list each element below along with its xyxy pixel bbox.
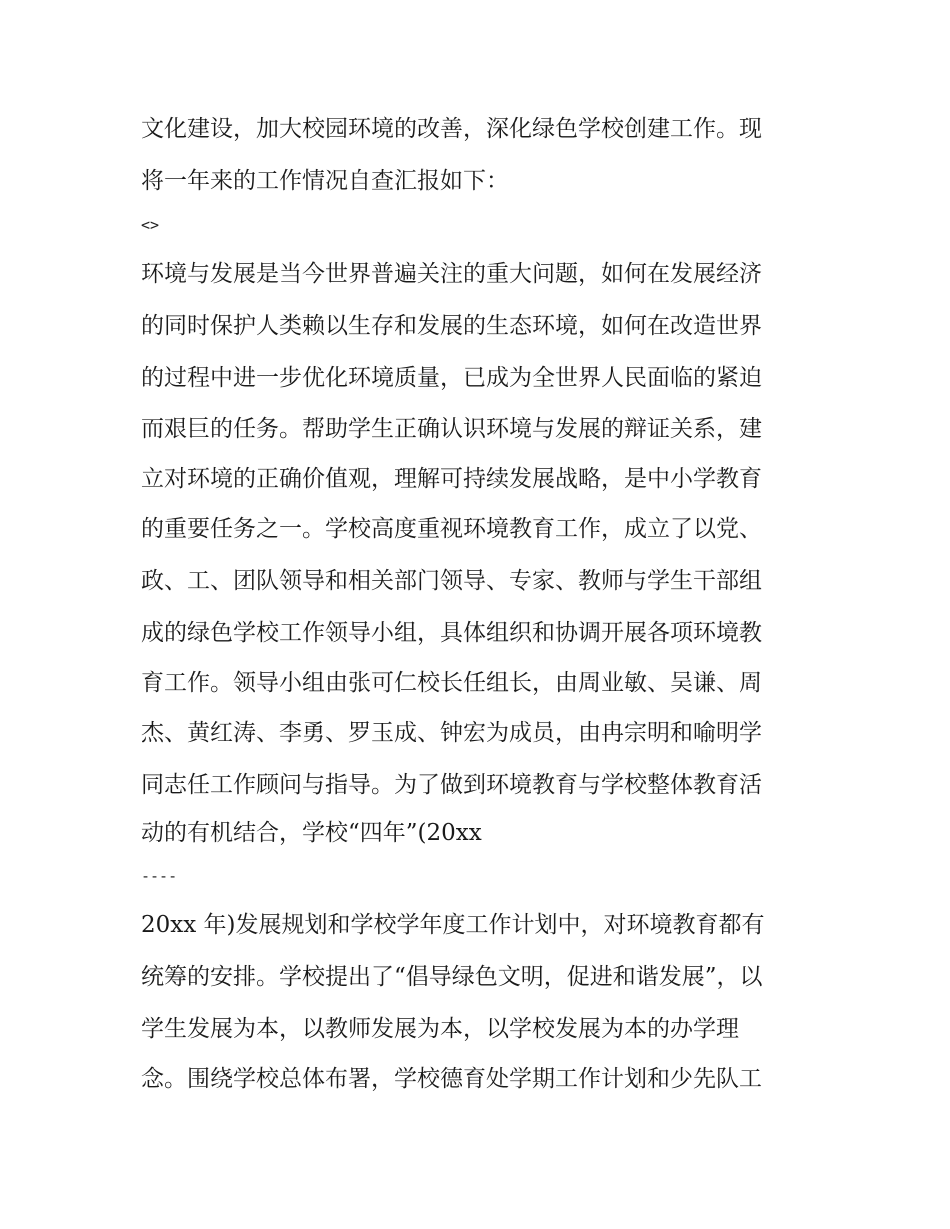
text-line: 成的绿色学校工作领导小组，具体组织和协调开展各项环境教	[141, 620, 762, 646]
text-line: 育工作。领导小组由张可仁校长任组长，由周业敏、吴谦、周	[141, 670, 762, 696]
text-line: 学生发展为本，以教师发展为本，以学校发展为本的办学理	[141, 1016, 739, 1042]
separator-marker: ----	[141, 867, 178, 885]
text-line: 而艰巨的任务。帮助学生正确认识环境与发展的辩证关系，建	[141, 416, 762, 442]
text-line: 统筹的安排。学校提出了“倡导绿色文明，促进和谐发展”，以	[141, 964, 763, 990]
separator-marker: <>	[141, 216, 160, 234]
text-line: 念。围绕学校总体布署，学校德育处学期工作计划和少先队工	[141, 1066, 762, 1092]
text-line: 同志任工作顾问与指导。为了做到环境教育与学校整体教育活	[141, 772, 762, 798]
text-line: 的重要任务之一。学校高度重视环境教育工作，成立了以党、	[141, 516, 762, 542]
text-line: 文化建设，加大校园环境的改善，深化绿色学校创建工作。现	[141, 116, 762, 142]
text-line: 立对环境的正确价值观，理解可持续发展战略，是中小学教育	[141, 466, 762, 492]
text-line: 杰、黄红涛、李勇、罗玉成、钟宏为成员，由冉宗明和喻明学	[141, 720, 762, 746]
text-line: 政、工、团队领导和相关部门领导、专家、教师与学生干部组	[141, 568, 762, 594]
text-line: 将一年来的工作情况自查汇报如下：	[141, 168, 509, 194]
text-line: 20xx 年)发展规划和学校学年度工作计划中，对环境教育都有	[141, 912, 765, 938]
text-line: 的同时保护人类赖以生存和发展的生态环境，如何在改造世界	[141, 313, 762, 339]
text-line: 动的有机结合，学校“四年”(20xx	[141, 820, 482, 846]
text-line: 的过程中进一步优化环境质量，已成为全世界人民面临的紧迫	[141, 365, 762, 391]
text-line: 环境与发展是当今世界普遍关注的重大问题，如何在发展经济	[141, 261, 762, 287]
